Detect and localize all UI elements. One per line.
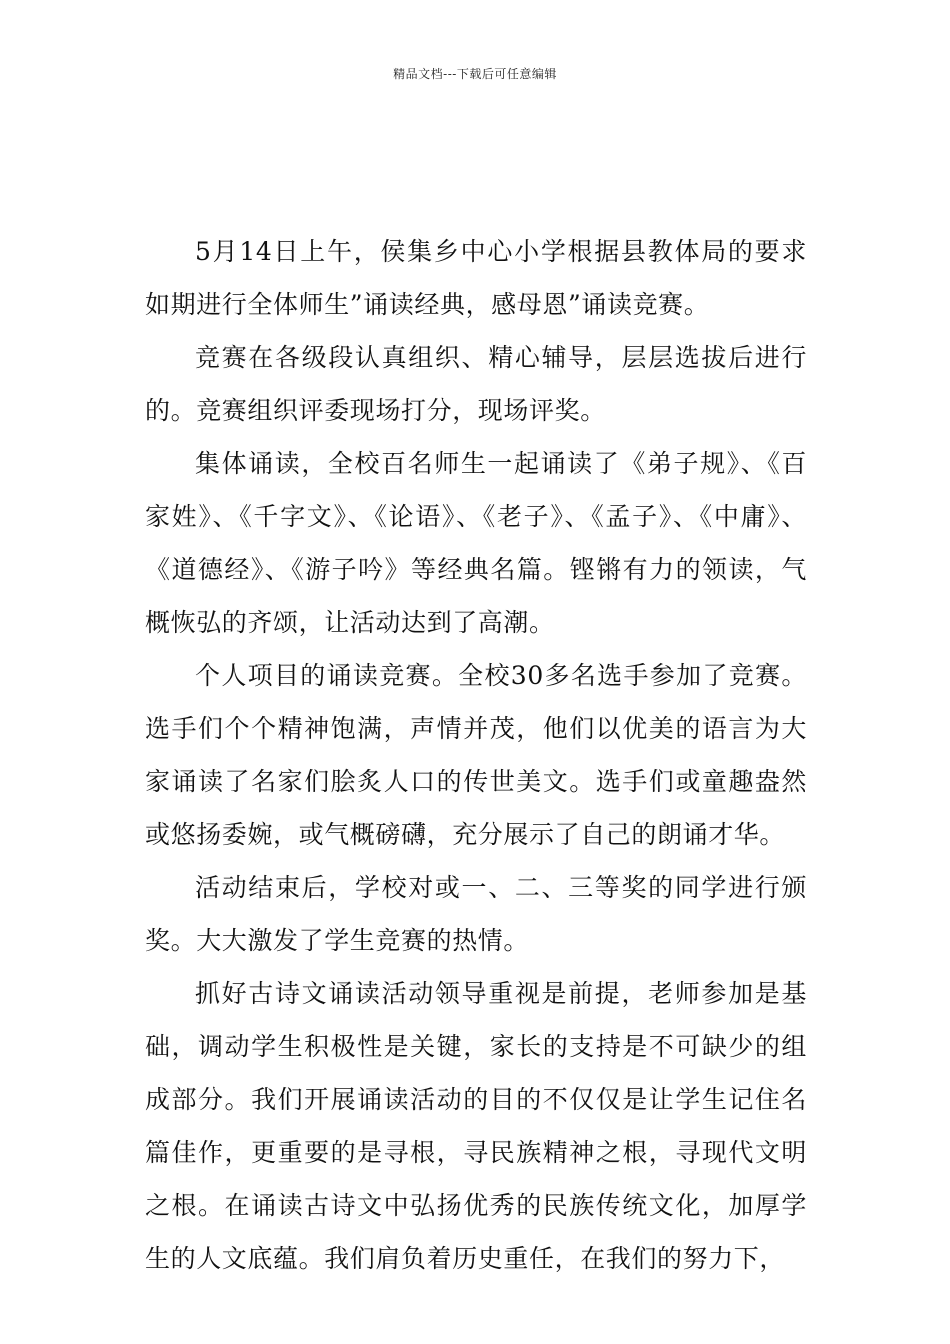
paragraph-event-intro: 5月14日上午，侯集乡中心小学根据县教体局的要求如期进行全体师生”诵读经典，感母恩”诵读竞赛。 [145,237,807,319]
paragraph-group-recitation: 集体诵读，全校百名师生一起诵读了《弟子规》、《百家姓》、《千字文》、《论语》、《老子》、《孟子》、《中庸》、《道德经》、《游子吟》等经典名篇。铿锵有力的领读，气概恢弘的齐颂，让活动达到了高潮。 [145,449,807,637]
paragraph-reflection: 抓好古诗文诵读活动领导重视是前提，老师参加是基础，调动学生积极性是关键，家长的支持是不可缺少的组成部分。我们开展诵读活动的目的不仅仅是让学生记住名篇佳作，更重要的是寻根，寻民族精神之根，寻现代文明之根。在诵读古诗文中弘扬优秀的民族传统文化，加厚学生的人文底蕴。我们肩负着历史重任，在我们的努力下， [145,979,807,1273]
paragraph-individual-recitation: 个人项目的诵读竞赛。全校30多名选手参加了竞赛。选手们个个精神饱满，声情并茂，他们以优美的语言为大家诵读了名家们脍炙人口的传世美文。选手们或童趣盎然或悠扬委婉，或气概磅礴，充分展示了自己的朗诵才华。 [145,661,807,849]
page-header: 精品文档---下载后可任意编辑 [393,67,557,81]
paragraph-awards: 活动结束后，学校对或一、二、三等奖的同学进行颁奖。大大激发了学生竞赛的热情。 [145,873,807,955]
body-text [145,225,807,1285]
paragraph-competition-organization: 竞赛在各级段认真组织、精心辅导，层层选拔后进行的。竞赛组织评委现场打分，现场评奖。 [145,343,807,425]
